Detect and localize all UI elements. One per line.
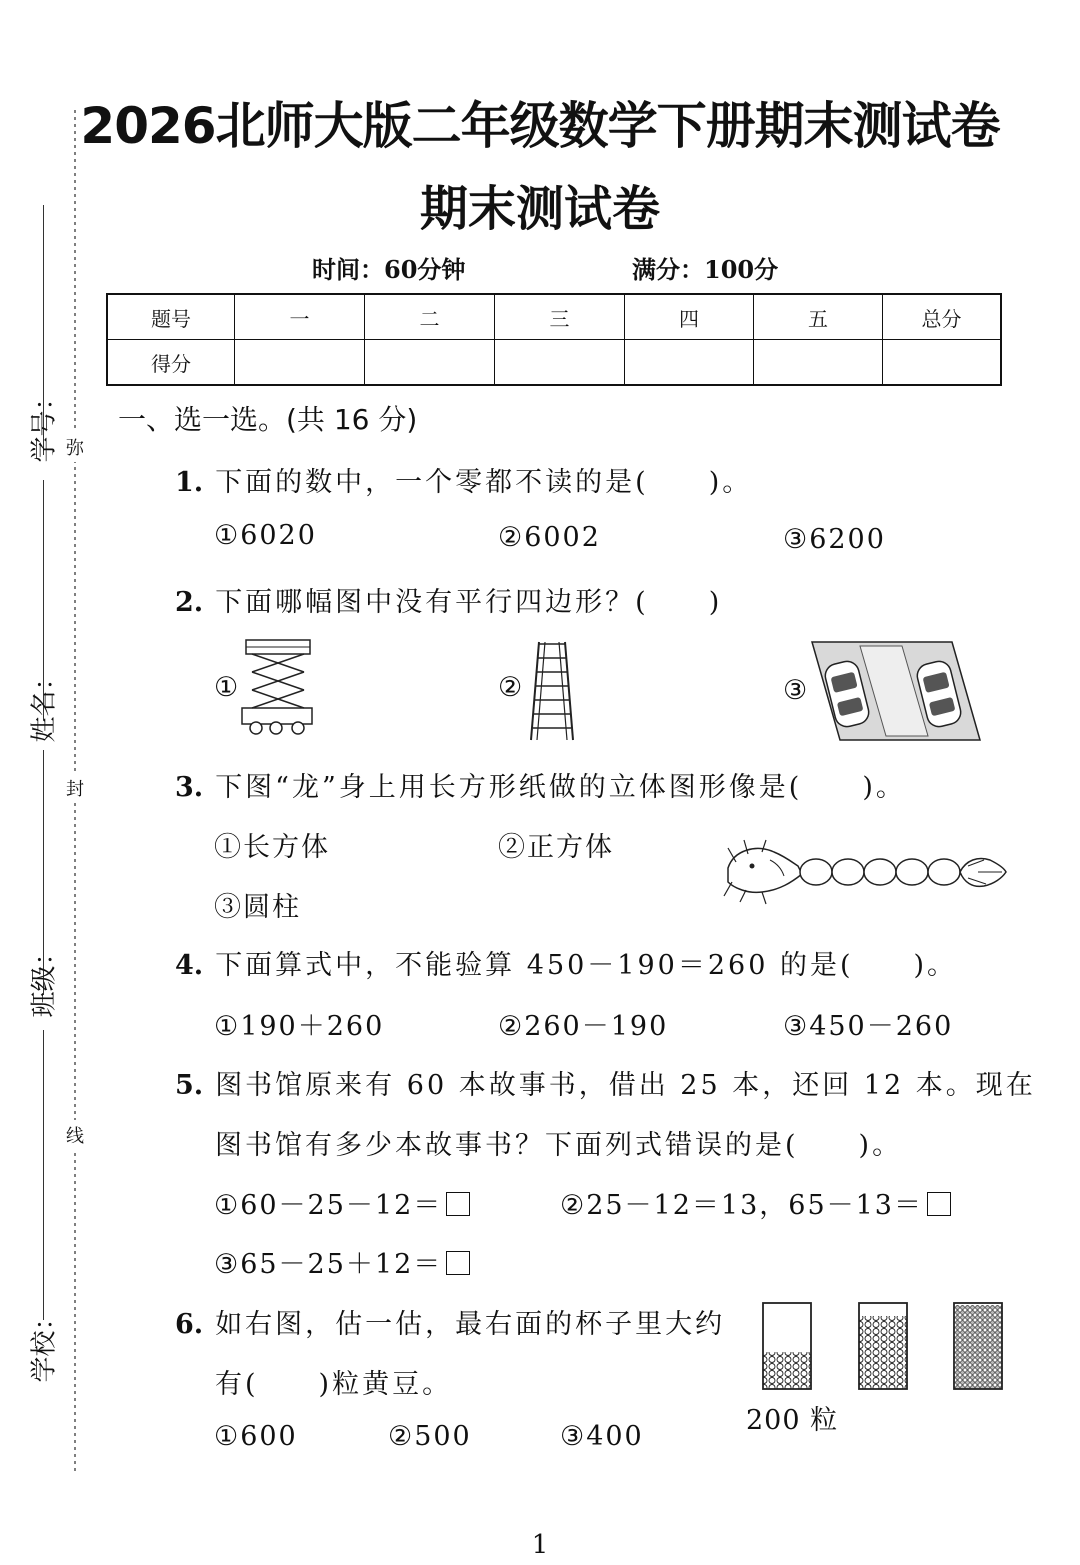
scissor-lift-image xyxy=(240,638,315,738)
question-text: 下图“龙”身上用长方形纸做的立体图形像是( )。 xyxy=(215,772,906,803)
question-number: 4. xyxy=(175,950,204,981)
question-number: 1. xyxy=(175,467,204,498)
q4-option-2[interactable]: ②260－190 xyxy=(498,1011,669,1042)
school-line xyxy=(43,1030,44,1320)
table-header-cell: 三 xyxy=(495,294,625,340)
table-header-cell: 二 xyxy=(365,294,495,340)
question-5-line-2: 图书馆有多少本故事书？下面列式错误的是( )。 xyxy=(215,1130,903,1161)
question-number: 5. xyxy=(175,1070,204,1101)
answer-box xyxy=(446,1251,470,1275)
question-text: 下面的数中，一个零都不读的是( )。 xyxy=(215,467,753,498)
question-text: 图书馆原来有 60 本故事书，借出 25 本，还回 12 本。现在 xyxy=(215,1070,1036,1101)
q3-option-1[interactable]: ①长方体 xyxy=(214,832,330,863)
question-text: 如右图，估一估，最右面的杯子里大约 xyxy=(215,1309,726,1340)
page-title: 2026北师大版二年级数学下册期末测试卷 xyxy=(80,97,1000,155)
time-info: 时间：60分钟 xyxy=(312,255,466,284)
score-cell[interactable] xyxy=(754,340,883,386)
score-table-header-row xyxy=(107,294,1001,340)
q5-option-1[interactable] xyxy=(214,1183,470,1222)
score-cell[interactable] xyxy=(235,340,365,386)
question-text: 下面算式中，不能验算 450－190＝260 的是( )。 xyxy=(215,950,958,981)
table-row-label: 得分 xyxy=(107,340,235,386)
table-header-cell: 一 xyxy=(235,294,365,340)
parking-lot-image xyxy=(810,640,982,742)
q6-option-2[interactable]: ②500 xyxy=(388,1421,472,1452)
q2-option-2[interactable]: ② xyxy=(498,672,525,703)
score-cell[interactable] xyxy=(625,340,754,386)
q4-option-1[interactable]: ①190＋260 xyxy=(214,1011,385,1042)
q2-option-3[interactable]: ③ xyxy=(783,675,810,706)
q4-option-3[interactable]: ③450－260 xyxy=(783,1011,954,1042)
question-4 xyxy=(175,943,957,982)
question-5 xyxy=(175,1063,1036,1102)
full-score-info: 满分：100分 xyxy=(632,255,779,284)
bean-cups-image xyxy=(760,1300,1006,1392)
question-1 xyxy=(175,460,752,499)
question-2 xyxy=(175,580,722,619)
q3-option-2[interactable]: ②正方体 xyxy=(498,832,614,863)
section-heading: 一、选一选。(共 16 分) xyxy=(118,403,418,436)
q1-option-1[interactable]: ①6020 xyxy=(214,520,317,551)
seal-char-feng: 封 xyxy=(66,773,84,803)
score-cell[interactable] xyxy=(495,340,625,386)
name-label: 姓名： xyxy=(29,664,60,743)
question-text: 下面哪幅图中没有平行四边形？( ) xyxy=(215,587,723,618)
answer-box xyxy=(927,1192,951,1216)
q1-option-3[interactable]: ③6200 xyxy=(783,524,886,555)
question-number: 6. xyxy=(175,1309,204,1340)
student-id-label: 学号： xyxy=(29,384,60,463)
table-header-cell: 四 xyxy=(625,294,754,340)
score-cell[interactable] xyxy=(365,340,495,386)
question-6-line-2: 有( )粒黄豆。 xyxy=(215,1369,453,1400)
cup-label: 200 粒 xyxy=(746,1405,839,1436)
question-3 xyxy=(175,765,906,804)
school-label: 学校： xyxy=(29,1304,60,1383)
score-table xyxy=(106,293,1002,386)
table-header-cell: 五 xyxy=(754,294,883,340)
q2-option-1[interactable]: ① xyxy=(214,672,241,703)
question-6 xyxy=(175,1302,725,1341)
page-number: 1 xyxy=(531,1530,549,1560)
q3-option-3[interactable]: ③圆柱 xyxy=(214,892,301,923)
q5-option-3[interactable] xyxy=(214,1242,470,1281)
class-label: 班级： xyxy=(29,939,60,1018)
score-cell[interactable] xyxy=(883,340,1002,386)
q6-option-1[interactable]: ①600 xyxy=(214,1421,298,1452)
answer-box xyxy=(446,1192,470,1216)
table-header-cell: 题号 xyxy=(107,294,235,340)
seal-char-xian: 线 xyxy=(66,1120,84,1150)
q1-option-2[interactable]: ②6002 xyxy=(498,522,601,553)
q6-option-3[interactable]: ③400 xyxy=(560,1421,644,1452)
page-subtitle: 期末测试卷 xyxy=(419,181,660,237)
option-text: ②25－12＝13，65－13＝ xyxy=(560,1190,923,1221)
ladder-image xyxy=(525,640,580,742)
score-table-score-row xyxy=(107,340,1001,386)
option-text: ③65－25＋12＝ xyxy=(214,1249,443,1280)
table-header-cell: 总分 xyxy=(883,294,1002,340)
seal-char-mi: 弥 xyxy=(66,432,84,462)
dragon-image xyxy=(722,838,1007,906)
q5-option-2[interactable] xyxy=(560,1183,951,1222)
question-number: 3. xyxy=(175,772,204,803)
question-number: 2. xyxy=(175,587,204,618)
option-text: ①60－25－12＝ xyxy=(214,1190,443,1221)
